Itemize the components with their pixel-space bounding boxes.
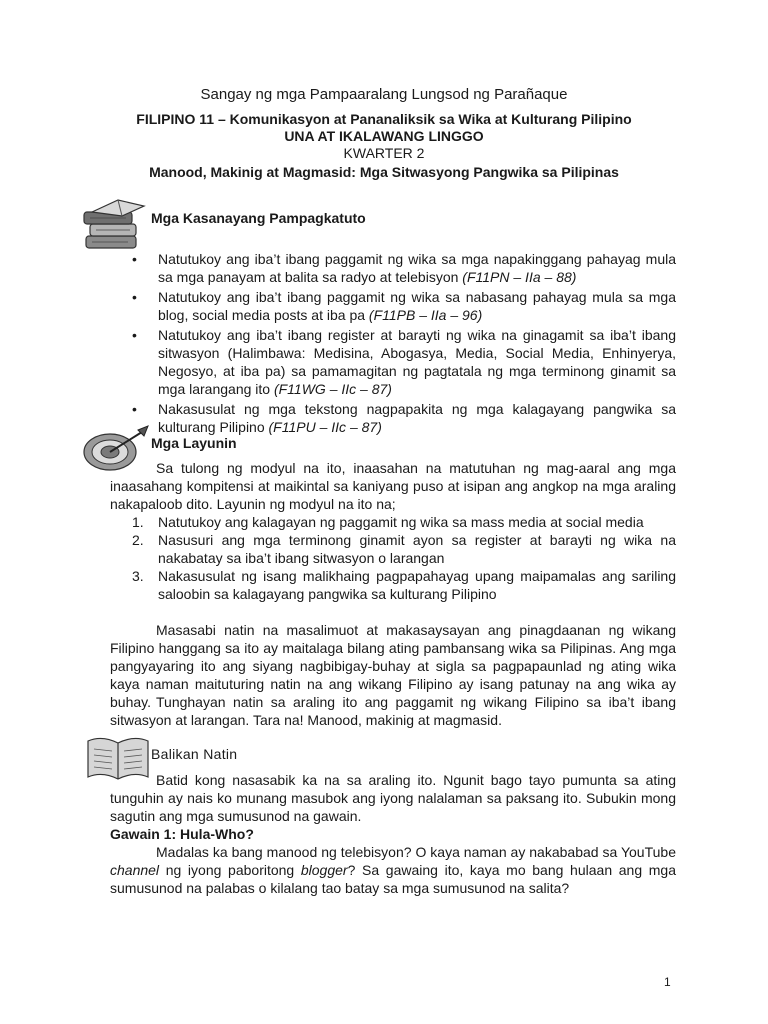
lesson-title: Manood, Makinig at Magmasid: Mga Sitwasyong Pangwika sa Pilipinas xyxy=(149,164,619,180)
list-item: • Nakasusulat ng mga tekstong nagpapakita ng mga kalagayang pangwika sa kulturang Pilipino (F11PU – IIc – 87) xyxy=(110,400,676,436)
list-item: 3. Nakasusulat ng isang malikhaing pagpapahayag upang maipamalas ang sariling saloobin sa kalagayang pangwika sa kulturang Pilipino xyxy=(132,568,676,602)
subject-title: FILIPINO 11 – Komunikasyon at Pananaliksik sa Wika at Kulturang Pilipino xyxy=(136,111,632,127)
objectives-intro: Sa tulong ng modyul na ito, inaasahan na matutuhan ng mag-aaral ang mga inaasahang kompitensi at maikintal sa kaniyang puso at isipan ang angkop na mga araling nakapaloob dito. Layunin ng modyul na ito na; xyxy=(110,460,676,512)
list-item: • Natutukoy ang iba’t ibang register at barayti ng wika na ginagamit sa iba’t ibang sitwasyon (Halimbawa: Medisina, Abogasya, Media, Social Media, Enhinyerya, Negosyo, at iba pa) sa pamamagitan ng pagtatala ng mga terminong ginamit sa mga larangang ito (F11WG – IIc – 87) xyxy=(110,326,676,398)
objectives-title: Mga Layunin xyxy=(151,435,237,451)
competencies-list xyxy=(110,250,676,438)
list-item: • Natutukoy ang iba’t ibang paggamit ng wika sa nabasang pahayag mula sa mga blog, social media posts at iba pa (F11PB – IIa – 96) xyxy=(110,288,676,324)
competencies-title: Mga Kasanayang Pampagkatuto xyxy=(151,210,366,226)
objectives-list xyxy=(110,513,676,603)
body-paragraph: Tunghayan natin sa araling ito ang paggamit ng wikang Filipino sa iba’t ibang sitwasyon at larangan. Tara na! Manood, makinig at magmasid. xyxy=(110,694,676,728)
activity-instructions: Madalas ka bang manood ng telebisyon? O kaya naman ay nakababad sa YouTube channel ng iyong paboritong blogger? Sa gawaing ito, kaya mo bang hulaan ang mga sumusunod na palabas o kilalang tao batay sa mga sumusunod na salita? xyxy=(110,844,677,896)
division-header: Sangay ng mga Pampaaralang Lungsod ng Parañaque xyxy=(200,86,568,103)
review-title: Balikan Natin xyxy=(151,746,238,762)
activity-title: Gawain 1: Hula-Who? xyxy=(110,826,254,842)
list-item: • Natutukoy ang iba’t ibang paggamit ng wika sa mga napakinggang pahayag mula sa mga panayam at balita sa radyo at telebisyon (F11PN – IIa – 88) xyxy=(110,250,676,286)
body-paragraph: Masasabi natin na masalimuot at makasaysayan ang pinagdaanan ng wikang Filipino hanggang sa ito ay maitalaga bilang ating pambansang wika sa Pilipinas. Ang mga pangyayaring ito ang siyang nagbibigay-buhay at sigla sa pagpapaunlad ng ating wika kaya naman maituturing natin na ang wikang Filipino ay isang patunay na ang wika ay buhay. xyxy=(110,622,676,710)
list-item: 1. Natutukoy ang kalagayan ng paggamit ng wika sa mass media at social media xyxy=(132,514,644,530)
page-number: 1 xyxy=(664,975,671,989)
review-intro: Batid kong nasasabik ka na sa araling ito. Ngunit bago tayo pumunta sa ating tunguhin ay nais ko munang masubok ang iyong nalalaman sa paksang ito. Subukin mong sagutin ang mga sumusunod na gawain. xyxy=(110,772,676,824)
books-icon xyxy=(78,196,154,254)
quarter-label: KWARTER 2 xyxy=(343,145,425,161)
week-label: UNA AT IKALAWANG LINGGO xyxy=(284,128,484,144)
list-item: 2. Nasusuri ang mga terminong ginamit ayon sa register at barayti ng wika na nakabatay sa iba’t ibang sitwasyon o larangan xyxy=(132,532,676,566)
